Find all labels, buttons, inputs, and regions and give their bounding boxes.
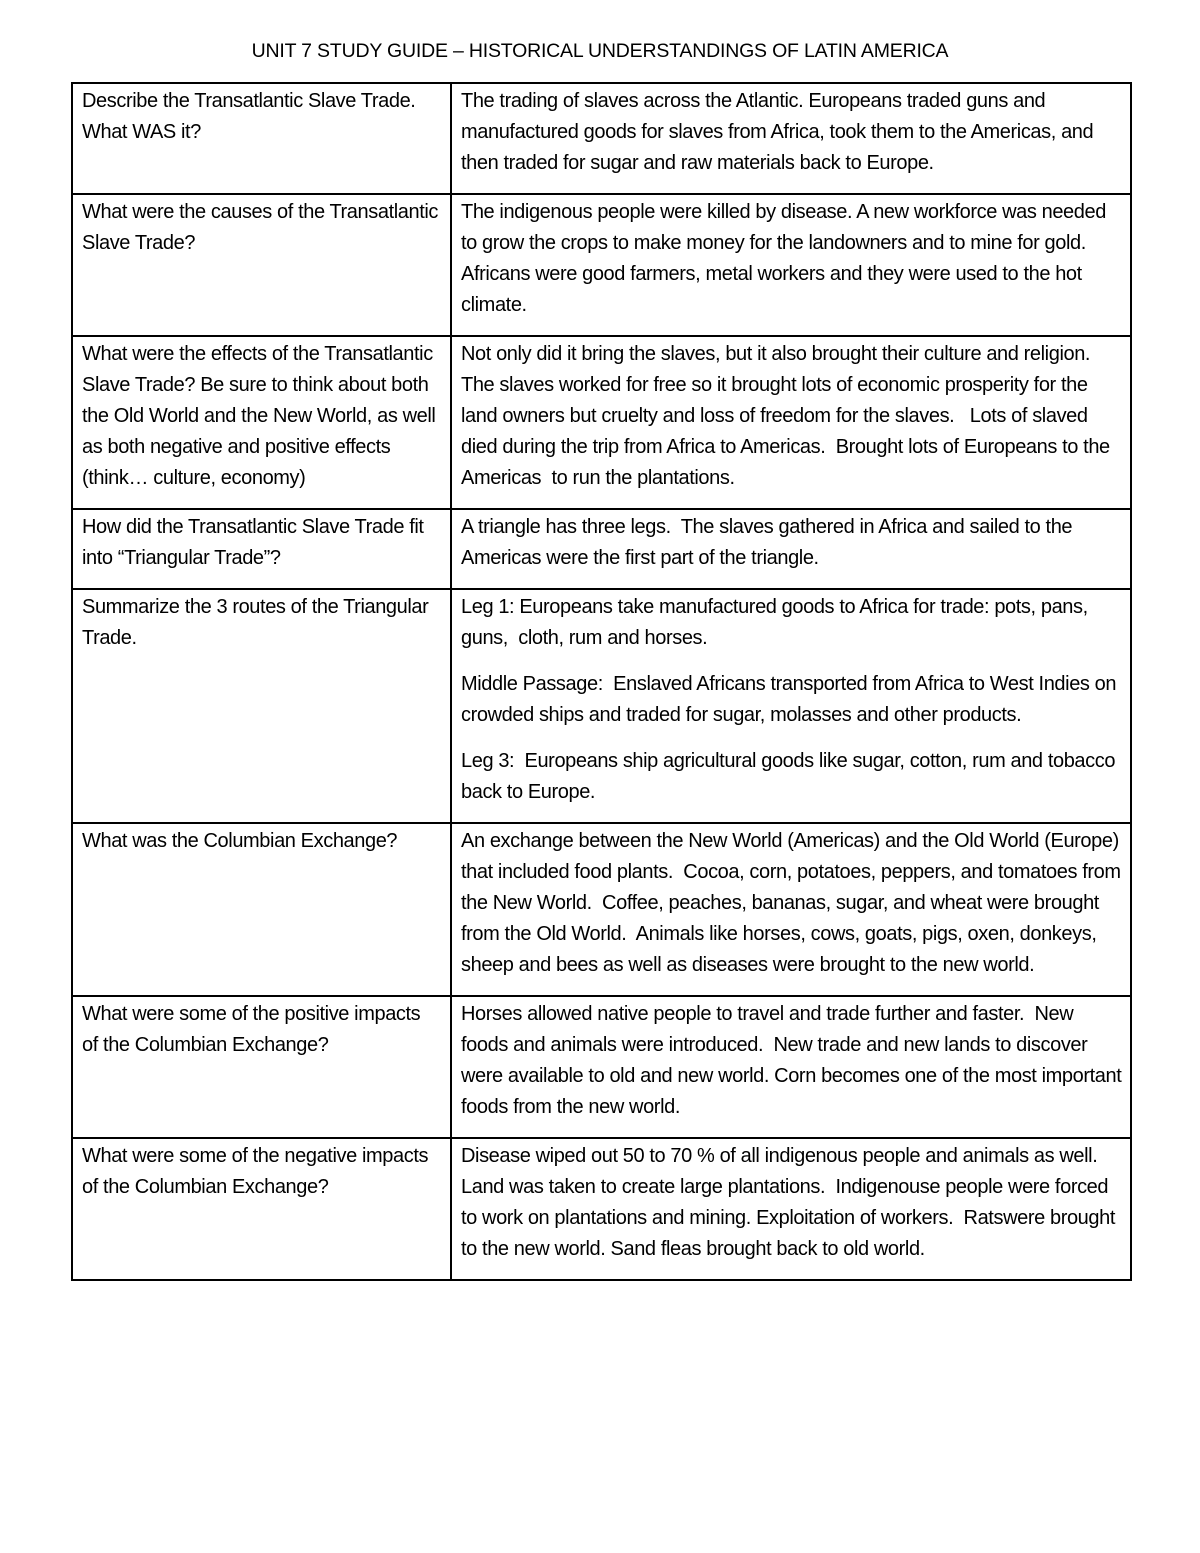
question-cell <box>72 589 451 823</box>
question-text: What was the Columbian Exchange? <box>82 830 398 852</box>
question-cell <box>72 509 451 589</box>
answer-paragraph: Disease wiped out 50 to 70 % of all indigenous people and animals as well. Land was taken to create large plantations. Indigenouse people were forced to work on plantations and mining. Exploitation of workers. Ratswere brought to the new world. Sand fleas brought back to old world. <box>461 1145 1121 1260</box>
study-guide-table-body <box>72 83 1131 1280</box>
answer-paragraph: A triangle has three legs. The slaves gathered in Africa and sailed to the Americas were the first part of the triangle. <box>461 516 1077 569</box>
answer-cell <box>451 83 1131 194</box>
answer-cell <box>451 589 1131 823</box>
question-text: What were the causes of the Transatlantic Slave Trade? <box>82 201 444 254</box>
page-title: UNIT 7 STUDY GUIDE – HISTORICAL UNDERSTANDINGS OF LATIN AMERICA <box>251 40 949 62</box>
question-text: What were some of the negative impacts of the Columbian Exchange? <box>82 1145 434 1198</box>
table-row <box>72 589 1131 823</box>
question-cell <box>72 194 451 336</box>
answer-cell <box>451 336 1131 509</box>
answer-cell <box>451 996 1131 1138</box>
answer-paragraph: Leg 3: Europeans ship agricultural goods like sugar, cotton, rum and tobacco back to Europe. <box>461 750 1121 803</box>
table-row <box>72 336 1131 509</box>
question-text: What were the effects of the Transatlantic Slave Trade? Be sure to think about both the Old World and the New World, as well as both negative and positive effects (think… culture, economy) <box>82 343 441 489</box>
answer-paragraph: Middle Passage: Enslaved Africans transported from Africa to West Indies on crowded ships and traded for sugar, molasses and other products. <box>461 673 1122 726</box>
table-row <box>72 996 1131 1138</box>
answer-cell <box>451 509 1131 589</box>
question-text: Describe the Transatlantic Slave Trade. What WAS it? <box>82 90 421 143</box>
question-text: Summarize the 3 routes of the Triangular Trade. <box>82 596 434 649</box>
answer-paragraph: Horses allowed native people to travel and trade further and faster. New foods and animals were introduced. New trade and new lands to discover were available to old and new world. Corn becomes one of the most important foods from the new world. <box>461 1003 1127 1118</box>
answer-paragraph: The indigenous people were killed by disease. A new workforce was needed to grow the crops to make money for the landowners and to mine for gold. Africans were good farmers, metal workers and they were used to the hot climate. <box>461 201 1112 316</box>
answer-paragraph: An exchange between the New World (Americas) and the Old World (Europe) that included food plants. Cocoa, corn, potatoes, peppers, and tomatoes from the New World. Coffee, peaches, bananas, sugar, and wheat were brought from the Old World. Animals like horses, cows, goats, pigs, oxen, donkeys, sheep and bees as well as diseases were brought to the new world. <box>461 830 1126 976</box>
question-cell <box>72 823 451 996</box>
table-row <box>72 83 1131 194</box>
table-row <box>72 194 1131 336</box>
question-cell <box>72 1138 451 1280</box>
study-guide-table <box>71 82 1132 1281</box>
answer-cell <box>451 194 1131 336</box>
question-cell <box>72 83 451 194</box>
answer-paragraph: The trading of slaves across the Atlantic. Europeans traded guns and manufactured goods for slaves from Africa, took them to the Americas, and then traded for sugar and raw materials back to Europe. <box>461 90 1099 174</box>
answer-paragraph: Leg 1: Europeans take manufactured goods to Africa for trade: pots, pans, guns, cloth, rum and horses. <box>461 596 1093 649</box>
question-cell <box>72 996 451 1138</box>
answer-paragraph: Not only did it bring the slaves, but it also brought their culture and religion. The slaves worked for free so it brought lots of economic prosperity for the land owners but cruelty and loss of freedom for the slaves. Lots of slaved died during the trip from Africa to Americas. Brought lots of Europeans to the Americas to run the plantations. <box>461 343 1114 489</box>
table-row <box>72 823 1131 996</box>
question-text: What were some of the positive impacts of the Columbian Exchange? <box>82 1003 426 1056</box>
table-row <box>72 509 1131 589</box>
answer-cell <box>451 1138 1131 1280</box>
table-row <box>72 1138 1131 1280</box>
question-text: How did the Transatlantic Slave Trade fit into “Triangular Trade”? <box>82 516 429 569</box>
answer-cell <box>451 823 1131 996</box>
question-cell <box>72 336 451 509</box>
